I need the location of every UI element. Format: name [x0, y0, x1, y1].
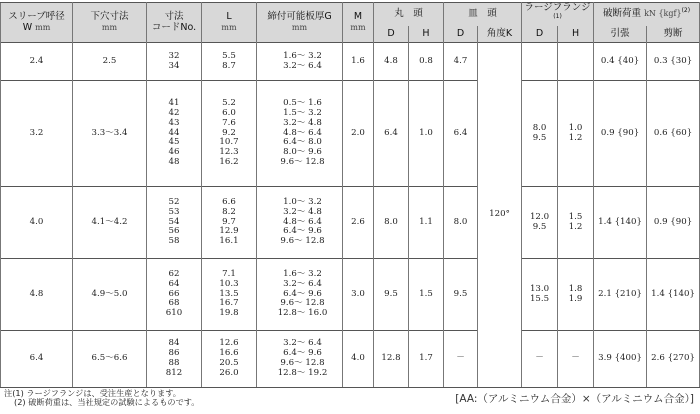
length-cell-value: 10.3: [219, 278, 239, 289]
code-cell-value: 41: [168, 97, 180, 108]
header-grip-unit: mm: [291, 23, 308, 33]
cs-d-cell: 9.5: [444, 259, 478, 331]
header-code-sub: コードNo.: [151, 21, 197, 33]
round-d-cell: 9.5: [374, 259, 409, 331]
sleeve-cell: 2.4: [1, 43, 73, 81]
length-cell: [202, 187, 257, 259]
grip-cell-value: 9.6～ 12.8: [280, 358, 325, 368]
grip-cell-value: 3.2～ 6.4: [283, 60, 322, 71]
header-m: [343, 3, 374, 43]
grip-cell-value: 9.6～ 12.8: [280, 298, 325, 309]
length-cell: [202, 259, 257, 331]
spec-table: [0, 2, 700, 388]
tension-cell: 0.4 {40}: [594, 43, 647, 81]
header-sleeve-unit: mm: [35, 22, 51, 32]
code-cell-value: 64: [168, 278, 180, 289]
grip-cell-value: 1.5～ 3.2: [283, 107, 322, 118]
length-cell-value: 20.5: [219, 358, 239, 368]
shear-cell: 0.9 {90}: [647, 187, 700, 259]
shear-cell: 2.6 {270}: [647, 331, 700, 388]
length-cell: [202, 43, 257, 81]
header-hole: [73, 3, 147, 43]
cs-angle-cell: 120°: [478, 43, 522, 388]
length-cell-value: 9.7: [222, 216, 236, 227]
lf-h-cell: [558, 331, 594, 388]
code-cell-value: 610: [165, 308, 183, 319]
header-m-label: M: [353, 11, 363, 23]
code-cell-value: 32: [168, 50, 180, 61]
shear-cell: 1.4 {140}: [647, 259, 700, 331]
cs-d-cell: 8.0: [444, 187, 478, 259]
lf-d-cell-value: 9.5: [532, 132, 547, 143]
length-cell-value: 8.2: [222, 206, 236, 217]
grip-cell: [257, 259, 343, 331]
length-cell-value: 12.9: [219, 226, 239, 237]
header-hole-unit: mm: [101, 23, 118, 33]
footnotes: [4, 389, 199, 408]
length-cell-value: 8.7: [222, 60, 236, 71]
note-ref-1: (1): [553, 12, 562, 20]
table-row: [1, 187, 700, 259]
lf-d-cell-value: 8.0: [532, 122, 547, 133]
m-cell: 3.0: [343, 259, 374, 331]
lf-h-cell-value: 1.2: [568, 221, 583, 232]
round-d-cell: 4.8: [374, 43, 409, 81]
header-cs-d: D: [444, 26, 478, 43]
grip-cell-value: 8.0～ 9.6: [283, 147, 322, 158]
header-cs-angle: 角度K: [478, 26, 522, 43]
lf-d-cell: [522, 187, 558, 259]
code-cell-value: 58: [168, 236, 180, 247]
grip-cell-value: 1.6～ 3.2: [283, 268, 322, 279]
grip-cell-value: 6.4～ 8.0: [283, 137, 322, 148]
length-cell-value: 16.2: [219, 157, 239, 168]
length-cell: [202, 81, 257, 187]
header-round-h: H: [409, 26, 444, 43]
hole-cell: 6.5～6.6: [73, 331, 147, 388]
footnote-1: 注(1) ラージフランジは、受注生産となります。: [4, 388, 181, 398]
header-large-flange-label: ラージフランジ: [524, 2, 591, 13]
code-cell: [147, 259, 202, 331]
lf-h-cell: [558, 259, 594, 331]
header-length-unit: mm: [221, 23, 237, 33]
length-cell-value: 7.6: [222, 117, 236, 128]
header-round-d: D: [374, 26, 409, 43]
length-cell-value: 26.0: [219, 367, 239, 378]
hole-cell: 4.9～5.0: [73, 259, 147, 331]
code-cell-value: 812: [165, 367, 183, 378]
code-cell-value: 48: [168, 157, 180, 168]
round-h-cell: 1.5: [409, 259, 444, 331]
lf-h-cell-value: 1.5: [568, 211, 583, 222]
round-d-cell: 6.4: [374, 81, 409, 187]
lf-h-cell: [558, 43, 594, 81]
length-cell-value: 9.2: [222, 127, 236, 138]
code-cell-value: 84: [168, 338, 180, 349]
m-cell: 1.6: [343, 43, 374, 81]
length-cell-value: 6.0: [222, 107, 236, 118]
m-cell: 2.6: [343, 187, 374, 259]
m-cell: 4.0: [343, 331, 374, 388]
shear-cell: 0.3 {30}: [647, 43, 700, 81]
sleeve-cell: 6.4: [1, 331, 73, 388]
code-cell-value: 45: [168, 137, 180, 148]
lf-h-cell-value: 1.0: [568, 122, 583, 133]
shear-cell: 0.6 {60}: [647, 81, 700, 187]
lf-d-cell: [522, 81, 558, 187]
lf-d-cell-value: 9.5: [532, 221, 547, 232]
table-row: [1, 259, 700, 331]
round-h-cell: 0.8: [409, 43, 444, 81]
table-body: [1, 43, 700, 388]
header-breaking-unit: kN {kgf}: [644, 9, 682, 19]
grip-cell: [257, 187, 343, 259]
header-sleeve-sub: W: [22, 21, 33, 33]
cs-d-cell: 6.4: [444, 81, 478, 187]
length-cell-value: 5.2: [222, 97, 236, 108]
lf-h-cell-value: 1.9: [568, 293, 583, 304]
round-d-cell: 8.0: [374, 187, 409, 259]
sleeve-cell: 3.2: [1, 81, 73, 187]
tension-cell: 1.4 {140}: [594, 187, 647, 259]
code-cell-value: 34: [168, 60, 180, 71]
header-lf-h: H: [558, 26, 594, 43]
code-cell-value: 43: [168, 117, 180, 128]
code-cell-value: 52: [168, 196, 180, 207]
length-cell-value: 13.5: [219, 288, 239, 299]
header-breaking-label: 破断荷重: [603, 8, 642, 20]
grip-cell-value: 12.8～ 16.0: [277, 308, 328, 319]
hole-cell: 2.5: [73, 43, 147, 81]
code-cell-value: 46: [168, 147, 180, 158]
grip-cell-value: 3.2～ 6.4: [283, 338, 322, 349]
grip-cell-value: 4.8～ 6.4: [283, 127, 322, 138]
grip-cell-value: 0.5～ 1.6: [283, 97, 322, 108]
header-round-head: 丸 頭: [374, 3, 444, 27]
code-cell: [147, 187, 202, 259]
header-breaking-load: [594, 3, 700, 27]
header-sleeve: [1, 3, 73, 43]
round-h-cell: 1.0: [409, 81, 444, 187]
code-cell-value: 66: [168, 288, 180, 299]
grip-cell-value: 4.8～ 6.4: [283, 216, 322, 227]
length-cell-value: 12.3: [219, 147, 239, 158]
grip-cell-value: 6.4～ 9.6: [283, 348, 322, 359]
code-cell: [147, 81, 202, 187]
header-code-label: 寸法: [164, 10, 184, 22]
code-cell-value: 56: [168, 226, 180, 237]
code-cell-value: 88: [168, 358, 180, 368]
length-cell-value: 7.1: [222, 268, 236, 279]
round-h-cell: 1.7: [409, 331, 444, 388]
tension-cell: 2.1 {210}: [594, 259, 647, 331]
code-cell-value: 44: [168, 127, 180, 138]
code-cell-value: 54: [168, 216, 180, 227]
header-hole-label: 下穴寸法: [90, 11, 129, 23]
length-cell-value: 16.7: [219, 298, 239, 309]
length-cell-value: 16.1: [219, 236, 239, 247]
lf-h-cell-value: 1.8: [568, 283, 583, 294]
footnote-2: (2) 破断荷重は、当社規定の試験によるものです。: [14, 397, 200, 408]
header-shear: 剪断: [647, 26, 700, 43]
code-cell-value: 86: [168, 348, 180, 359]
header-grip-label: 締付可能板厚G: [267, 11, 332, 23]
grip-cell-value: 1.0～ 3.2: [283, 196, 322, 207]
cs-d-cell: －: [444, 331, 478, 388]
code-cell-value: 42: [168, 107, 180, 118]
lf-d-cell-value: 13.0: [529, 283, 550, 294]
table-row: [1, 81, 700, 187]
tension-cell: 0.9 {90}: [594, 81, 647, 187]
header-countersunk: 皿 頭: [444, 3, 522, 27]
note-ref-2: (2): [681, 7, 691, 15]
header-length-label: L: [226, 11, 232, 23]
lf-d-cell-value: 12.0: [529, 211, 550, 222]
header-lf-d: D: [522, 26, 558, 43]
tension-cell: 3.9 {400}: [594, 331, 647, 388]
header-tension: 引張: [594, 26, 647, 43]
material-note: [AA:（アルミニウム合金）×（アルミニウム合金）]: [455, 393, 694, 405]
code-cell-value: 53: [168, 206, 180, 217]
code-cell: [147, 43, 202, 81]
lf-d-cell: [522, 331, 558, 388]
round-d-cell: 12.8: [374, 331, 409, 388]
length-cell-value: 19.8: [219, 308, 239, 319]
lf-h-cell-value: 1.2: [568, 132, 583, 143]
cs-d-cell: 4.7: [444, 43, 478, 81]
lf-d-cell: [522, 43, 558, 81]
header-code: [147, 3, 202, 43]
header-grip: [257, 3, 343, 43]
sleeve-cell: 4.8: [1, 259, 73, 331]
header-m-unit: mm: [350, 23, 366, 33]
sleeve-cell: 4.0: [1, 187, 73, 259]
grip-cell-value: 12.8～ 19.2: [277, 367, 328, 378]
lf-h-cell: [558, 81, 594, 187]
grip-cell: [257, 331, 343, 388]
lf-h-cell-value: －: [571, 353, 580, 364]
round-h-cell: 1.1: [409, 187, 444, 259]
grip-cell-value: 6.4～ 9.6: [283, 226, 322, 237]
header-sleeve-label: スリーブ呼径: [8, 10, 65, 22]
length-cell-value: 12.6: [219, 338, 239, 349]
lf-d-cell: [522, 259, 558, 331]
grip-cell: [257, 81, 343, 187]
length-cell-value: 6.6: [222, 196, 236, 207]
code-cell-value: 62: [168, 268, 180, 279]
grip-cell-value: 6.4～ 9.6: [283, 288, 322, 299]
grip-cell-value: 1.6～ 3.2: [283, 50, 322, 61]
code-cell-value: 68: [168, 298, 180, 309]
code-cell: [147, 331, 202, 388]
length-cell-value: 16.6: [219, 348, 239, 359]
lf-h-cell: [558, 187, 594, 259]
lf-d-cell-value: 15.5: [529, 293, 550, 304]
length-cell-value: 10.7: [219, 137, 239, 148]
header-length: [202, 3, 257, 43]
table-row: [1, 331, 700, 388]
hole-cell: 4.1～4.2: [73, 187, 147, 259]
grip-cell-value: 3.2～ 4.8: [283, 206, 322, 217]
grip-cell: [257, 43, 343, 81]
grip-cell-value: 9.6～ 12.8: [280, 236, 325, 247]
header-large-flange: [522, 3, 594, 27]
grip-cell-value: 9.6～ 12.8: [280, 157, 325, 168]
table-row: [1, 43, 700, 81]
grip-cell-value: 3.2～ 6.4: [283, 278, 322, 289]
lf-d-cell-value: －: [535, 353, 544, 364]
length-cell: [202, 331, 257, 388]
m-cell: 2.0: [343, 81, 374, 187]
hole-cell: 3.3～3.4: [73, 81, 147, 187]
length-cell-value: 5.5: [222, 50, 236, 61]
grip-cell-value: 3.2～ 4.8: [283, 117, 322, 128]
